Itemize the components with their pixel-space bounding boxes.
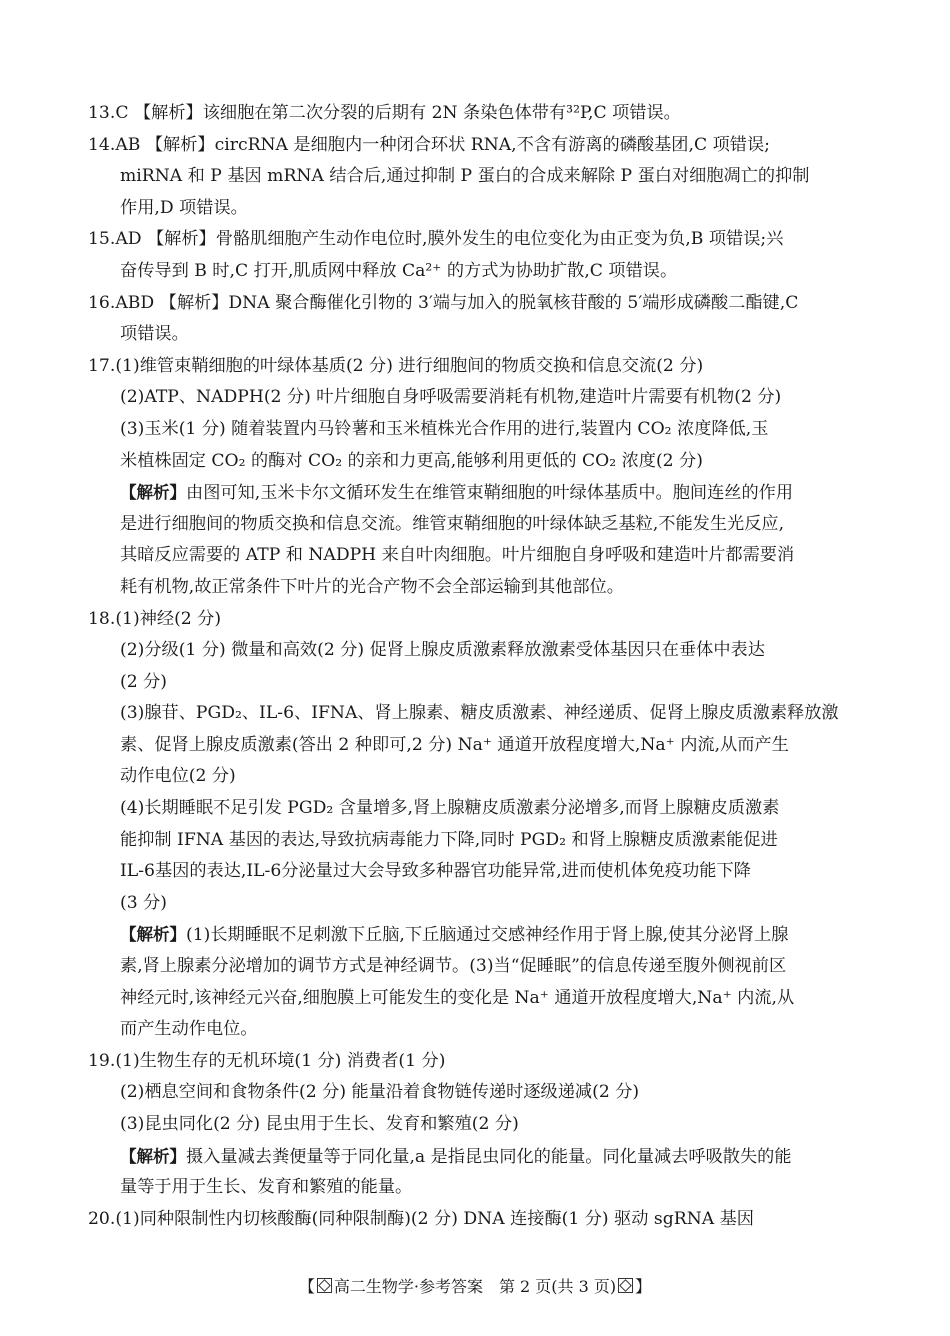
answer-line (88, 319, 863, 351)
answer-text: 素、促肾上腺皮质激素(答出 2 种即可,2 分) Na⁺ 通道开放程度增大,Na⁺ 内流,从而产生 (120, 734, 789, 755)
answer-line (88, 667, 863, 699)
answer-text: (3)玉米(1 分) 随着装置内马铃薯和玉米植株光合作用的进行,装置内 CO₂ 浓度降低,玉 (120, 418, 769, 439)
answer-line (88, 193, 863, 225)
logo-box-icon (317, 1278, 332, 1293)
question-number: 18. (88, 608, 116, 629)
answer-text: (2)栖息空间和食物条件(2 分) 能量沿着食物链传递时逐级递减(2 分) (120, 1082, 640, 1103)
answer-text: 奋传导到 B 时,C 打开,肌质网中释放 Ca²⁺ 的方式为协助扩散,C 项错误。 (120, 260, 678, 281)
answer-text: (2)ATP、NADPH(2 分) 叶片细胞自身呼吸需要消耗有机物,建造叶片需要有机物(2 分) (120, 387, 782, 408)
answer-line (88, 1172, 863, 1204)
answer-line (88, 351, 863, 383)
answer-line (88, 604, 863, 636)
answer-text: (3)腺苷、PGD₂、IL-6、IFNA、肾上腺素、糖皮质激素、神经递质、促肾上腺皮质激素释放激 (120, 703, 839, 724)
answer-text: 而产生动作电位。 (120, 1019, 258, 1040)
answer-text: 动作电位(2 分) (120, 766, 236, 787)
answer-line (88, 1077, 863, 1109)
answer-line (88, 793, 863, 825)
question-number: 16. (88, 292, 116, 313)
answer-line (88, 477, 863, 509)
question-number: 19. (88, 1050, 116, 1071)
footer-bracket-right: 】 (635, 1277, 652, 1296)
answer-line (88, 256, 863, 288)
answer-line (88, 888, 863, 920)
answer-line (88, 1046, 863, 1078)
answer-text: 量等于用于生长、发育和繁殖的能量。 (120, 1177, 413, 1198)
answer-text: (1)长期睡眠不足刺激下丘脑,下丘脑通过交感神经作用于肾上腺,使其分泌肾上腺 (186, 925, 789, 946)
answer-text: miRNA 和 P 基因 mRNA 结合后,通过抑制 P 蛋白的合成来解除 P 蛋白对细胞凋亡的抑制 (120, 166, 810, 187)
answer-line (88, 1014, 863, 1046)
footer-bracket-left: 【 (298, 1277, 315, 1296)
answer-line (88, 1141, 863, 1173)
logo-box-icon (618, 1278, 633, 1293)
answer-text: 由图可知,玉米卡尔文循环发生在维管束鞘细胞的叶绿体基质中。胞间连丝的作用 (186, 483, 794, 504)
answer-text: (1)同种限制性内切核酸酶(同种限制酶)(2 分) DNA 连接酶(1 分) 驱动 sgRNA 基因 (115, 1208, 754, 1229)
answer-line (88, 698, 863, 730)
answer-text: (2)分级(1 分) 微量和高效(2 分) 促肾上腺皮质激素释放激素受体基因只在垂体中表达 (120, 640, 765, 661)
answer-text: 米植株固定 CO₂ 的酶对 CO₂ 的亲和力更高,能够利用更低的 CO₂ 浓度(2 分) (120, 450, 703, 471)
question-number: 14. (88, 134, 116, 155)
answer-line (88, 572, 863, 604)
answer-text: (1)生物生存的无机环境(1 分) 消费者(1 分) (115, 1050, 446, 1071)
answer-line (88, 761, 863, 793)
answer-line (88, 414, 863, 446)
answer-line (88, 130, 863, 162)
answer-text: AD 【解析】骨骼肌细胞产生动作电位时,膜外发生的电位变化为由正变为负,B 项错误;兴 (115, 229, 784, 250)
answer-line (88, 951, 863, 983)
answer-text: (4)长期睡眠不足引发 PGD₂ 含量增多,肾上腺糖皮质激素分泌增多,而肾上腺糖皮质激素 (120, 798, 780, 819)
answer-line (88, 509, 863, 541)
answer-text: 摄入量减去粪便量等于同化量,a 是指昆虫同化的能量。同化量减去呼吸散失的能 (186, 1146, 792, 1167)
answer-text: IL-6基因的表达,IL-6分泌量过大会导致多种器官功能异常,进而使机体免疫功能下降 (120, 861, 751, 882)
answer-text: (1)维管束鞘细胞的叶绿体基质(2 分) 进行细胞间的物质交换和信息交流(2 分) (115, 355, 704, 376)
answer-text: 其暗反应需要的 ATP 和 NADPH 来自叶肉细胞。叶片细胞自身呼吸和建造叶片都需要消 (120, 545, 795, 566)
answer-line (88, 635, 863, 667)
question-number: 20. (88, 1208, 116, 1229)
answer-line (88, 1204, 863, 1236)
footer-text: 高二生物学·参考答案 第 2 页(共 3 页) (333, 1277, 617, 1296)
question-number: 15. (88, 229, 116, 250)
answer-text: 项错误。 (120, 324, 189, 345)
answer-line (88, 224, 863, 256)
answer-line (88, 540, 863, 572)
answer-text: 能抑制 IFNA 基因的表达,导致抗病毒能力下降,同时 PGD₂ 和肾上腺糖皮质激素能促进 (120, 829, 778, 850)
answer-text: AB 【解析】circRNA 是细胞内一种闭合环状 RNA,不含有游离的磷酸基团,C 项错误; (115, 134, 770, 155)
answer-text: 耗有机物,故正常条件下叶片的光合产物不会全部运输到其他部位。 (120, 576, 624, 597)
answer-text: (2 分) (120, 671, 167, 692)
answer-line (88, 1109, 863, 1141)
answer-text: (1)神经(2 分) (115, 608, 222, 629)
question-number: 17. (88, 355, 116, 376)
answer-line (88, 825, 863, 857)
answer-text: 是进行细胞间的物质交换和信息交流。维管束鞘细胞的叶绿体缺乏基粒,不能发生光反应, (120, 513, 785, 534)
answer-line (88, 161, 863, 193)
answer-line (88, 382, 863, 414)
answer-line (88, 288, 863, 320)
question-number: 13. (88, 103, 116, 123)
analysis-tag: 【解析】 (120, 1146, 186, 1166)
answer-text: (3)昆虫同化(2 分) 昆虫用于生长、发育和繁殖(2 分) (120, 1114, 519, 1134)
answer-text: 神经元时,该神经元兴奋,细胞膜上可能发生的变化是 Na⁺ 通道开放程度增大,Na⁺ 内流,从 (120, 987, 795, 1008)
answer-text: (3 分) (120, 892, 167, 913)
answer-line (88, 730, 863, 762)
page-footer (0, 1274, 950, 1297)
answer-line (88, 856, 863, 888)
answer-text: 作用,D 项错误。 (120, 197, 248, 218)
analysis-tag: 【解析】 (120, 925, 186, 945)
answer-text: ABD 【解析】DNA 聚合酶催化引物的 3′端与加入的脱氧核苷酸的 5′端形成磷酸二酯键,C (115, 292, 799, 313)
answer-content (88, 98, 863, 1235)
answer-line (88, 983, 863, 1015)
answer-text: 素,肾上腺素分泌增加的调节方式是神经调节。(3)当“促睡眠”的信息传递至腹外侧视前区 (120, 956, 787, 977)
analysis-tag: 【解析】 (120, 483, 186, 503)
answer-line (88, 446, 863, 478)
answer-line (88, 98, 863, 130)
answer-line (88, 919, 863, 951)
answer-text: C 【解析】该细胞在第二次分裂的后期有 2N 条染色体带有³²P,C 项错误。 (115, 103, 681, 123)
